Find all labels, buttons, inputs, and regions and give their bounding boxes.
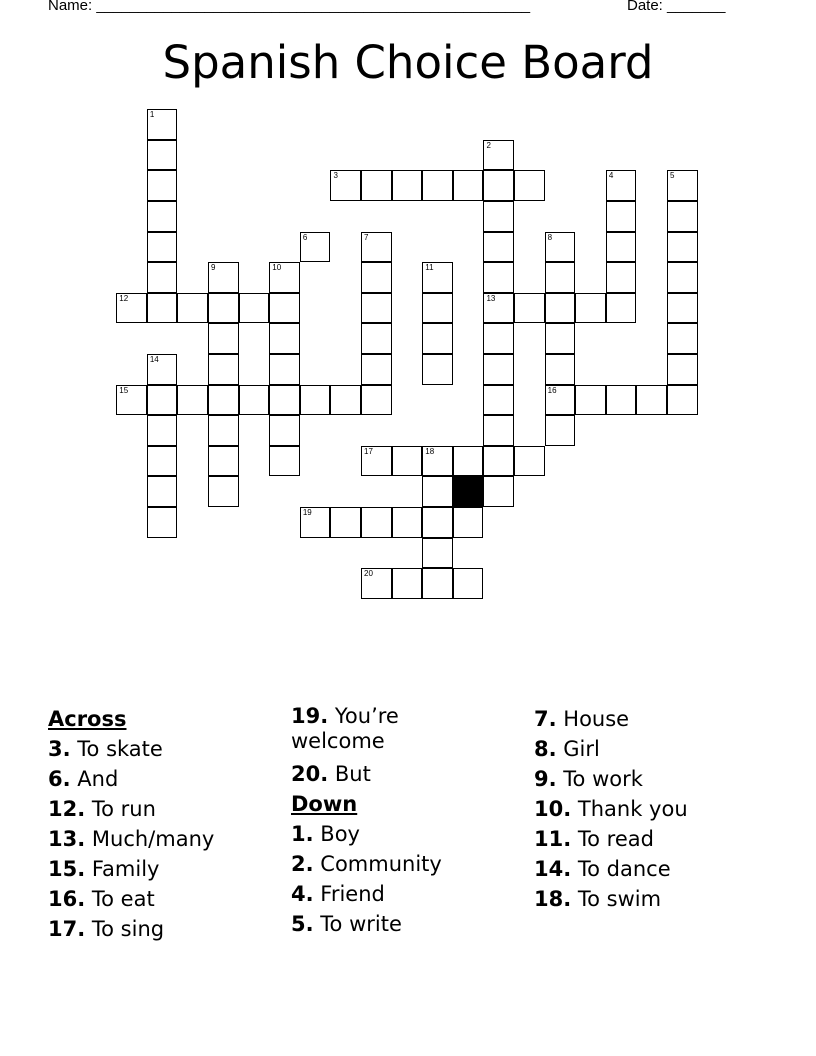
clue-number: 8 [547,232,553,242]
clue-down-11: 11. To read [534,827,654,851]
grid-cell[interactable] [330,507,361,538]
grid-cell[interactable] [361,232,392,263]
clue-down-1: 1. Boy [291,822,360,846]
grid-cell[interactable] [667,201,698,232]
grid-cell[interactable] [208,323,239,354]
date-field[interactable]: Date: _______ [627,0,726,14]
grid-cell[interactable] [545,415,576,446]
grid-cell[interactable] [483,170,514,201]
grid-cell[interactable] [361,293,392,324]
grid-cell[interactable] [606,293,637,324]
clue-number: 1 [149,110,155,120]
grid-cell[interactable] [667,170,698,201]
grid-cell[interactable] [667,354,698,385]
grid-cell[interactable] [269,323,300,354]
grid-cell[interactable] [606,201,637,232]
grid-cell[interactable] [147,385,178,416]
grid-cell[interactable] [422,507,453,538]
grid-cell[interactable] [300,385,331,416]
grid-cell[interactable] [361,385,392,416]
grid-cell[interactable] [483,476,514,507]
grid-cell[interactable] [483,323,514,354]
clue-down-9: 9. To work [534,767,643,791]
grid-cell[interactable] [483,354,514,385]
grid-cell[interactable] [483,415,514,446]
grid-cell[interactable] [239,385,270,416]
grid-cell[interactable] [147,354,178,385]
clue-number: 4 [608,171,614,181]
grid-cell[interactable] [300,507,331,538]
clue-down-18: 18. To swim [534,887,662,911]
grid-cell[interactable] [545,385,576,416]
grid-cell[interactable] [667,232,698,263]
grid-cell[interactable] [483,232,514,263]
grid-cell[interactable] [483,201,514,232]
grid-cell[interactable] [453,568,484,599]
grid-cell[interactable] [330,170,361,201]
grid-cell[interactable] [330,385,361,416]
grid-cell[interactable] [483,385,514,416]
grid-cell[interactable] [453,446,484,477]
grid-cell[interactable] [147,446,178,477]
grid-cell[interactable] [422,293,453,324]
grid-cell[interactable] [483,140,514,171]
clue-down-8: 8. Girl [534,737,600,761]
clue-down-10: 10. Thank you [534,797,688,821]
clues-column-1 [48,704,214,944]
clue-number: 12 [119,293,129,303]
name-field[interactable]: Name: ____________________________________________________ [48,0,531,14]
grid-cell[interactable] [606,232,637,263]
clue-number: 17 [364,446,373,456]
grid-cell[interactable] [208,476,239,507]
grid-cell[interactable] [269,385,300,416]
grid-cell[interactable] [177,293,208,324]
grid-cell[interactable] [514,170,545,201]
grid-cell[interactable] [545,293,576,324]
grid-cell[interactable] [361,262,392,293]
grid-cell[interactable] [422,538,453,569]
grid-cell[interactable] [147,201,178,232]
grid-cell[interactable] [208,293,239,324]
clue-number: 15 [119,385,129,395]
grid-cell[interactable] [361,323,392,354]
clue-number: 10 [272,263,282,273]
grid-cell[interactable] [147,476,178,507]
grid-cell[interactable] [483,293,514,324]
grid-cell[interactable] [392,507,423,538]
page-title: Spanish Choice Board [162,36,654,89]
grid-cell[interactable] [392,170,423,201]
grid-cell[interactable] [422,568,453,599]
grid-cell[interactable] [269,415,300,446]
clue-down-4: 4. Friend [291,882,385,906]
grid-cell[interactable] [147,232,178,263]
down-heading: Down [291,792,358,816]
clue-across-12: 12. To run [48,797,156,821]
grid-cell[interactable] [269,293,300,324]
grid-cell[interactable] [575,293,606,324]
grid-cell[interactable] [667,323,698,354]
grid-cell[interactable] [147,109,178,140]
clue-number: 3 [333,171,338,181]
clue-number: 16 [547,385,557,395]
grid-cell[interactable] [147,140,178,171]
grid-cell[interactable] [453,170,484,201]
grid-cell[interactable] [453,507,484,538]
clue-across-20: 20. But [291,762,371,786]
grid-cell[interactable] [116,293,147,324]
clue-number: 2 [486,140,491,150]
across-heading: Across [48,707,127,731]
grid-cell[interactable] [361,446,392,477]
grid-cell[interactable] [667,293,698,324]
grid-cell[interactable] [269,446,300,477]
clue-down-7: 7. House [534,707,630,731]
clue-number: 20 [364,569,373,579]
grid-cell[interactable] [177,385,208,416]
grid-cell[interactable] [667,262,698,293]
grid-cell[interactable] [361,354,392,385]
grid-cell[interactable] [361,568,392,599]
grid-cell[interactable] [208,446,239,477]
clue-across-16: 16. To eat [48,887,155,911]
grid-cell[interactable] [545,232,576,263]
grid-cell[interactable] [422,354,453,385]
grid-cell[interactable] [239,293,270,324]
grid-cell[interactable] [392,568,423,599]
grid-cell[interactable] [116,385,147,416]
clue-across-17: 17. To sing [48,917,165,941]
clue-down-14: 14. To dance [534,857,671,881]
clue-number: 11 [425,263,434,273]
clue-number: 14 [149,355,159,365]
grid-cell[interactable] [269,354,300,385]
clue-number: 5 [670,171,675,181]
clue-number: 13 [486,293,496,303]
clue-number: 18 [425,446,435,456]
grid-cell[interactable] [514,293,545,324]
clue-number: 6 [302,232,308,242]
grid-cell[interactable] [606,385,637,416]
clue-number: 9 [211,263,216,273]
grid-cell[interactable] [147,507,178,538]
clue-across-3: 3. To skate [48,737,163,761]
grid-cell[interactable] [208,262,239,293]
grid-cell[interactable] [269,262,300,293]
grid-cell[interactable] [147,293,178,324]
grid-cell[interactable] [545,354,576,385]
grid-cell[interactable] [208,415,239,446]
grid-cell[interactable] [361,507,392,538]
clue-down-2: 2. Community [291,852,442,876]
grid-cell[interactable] [422,446,453,477]
grid-cell[interactable] [422,262,453,293]
grid-cell[interactable] [147,415,178,446]
clue-across-13: 13. Much/many [48,827,215,851]
clue-across-15: 15. Family [48,857,160,881]
grid-cell[interactable] [422,323,453,354]
grid-cell[interactable] [545,323,576,354]
grid-cell[interactable] [300,232,331,263]
clue-down-5: 5. To write [291,912,402,936]
grid-cell[interactable] [545,262,576,293]
grid-cell[interactable] [667,385,698,416]
grid-cell[interactable] [514,446,545,477]
clue-across-19: 19. You’re welcome [291,704,399,753]
clue-number: 19 [302,508,312,518]
clue-number: 7 [364,232,369,242]
grid-cell[interactable] [361,170,392,201]
grid-cell[interactable] [575,385,606,416]
grid-cell[interactable] [483,262,514,293]
clues-column-3 [534,704,688,914]
grid-cell[interactable] [422,476,453,507]
grid-cell[interactable] [392,446,423,477]
grid-cell[interactable] [422,170,453,201]
grid-cell[interactable] [483,446,514,477]
clues-column-2 [291,704,491,939]
grid-cell[interactable] [606,262,637,293]
grid-cell[interactable] [606,170,637,201]
grid-cell[interactable] [147,170,178,201]
grid-cell[interactable] [147,262,178,293]
black-cell [453,476,484,507]
grid-cell[interactable] [636,385,667,416]
grid-cell[interactable] [208,385,239,416]
clue-across-6: 6. And [48,767,119,791]
grid-cell[interactable] [208,354,239,385]
